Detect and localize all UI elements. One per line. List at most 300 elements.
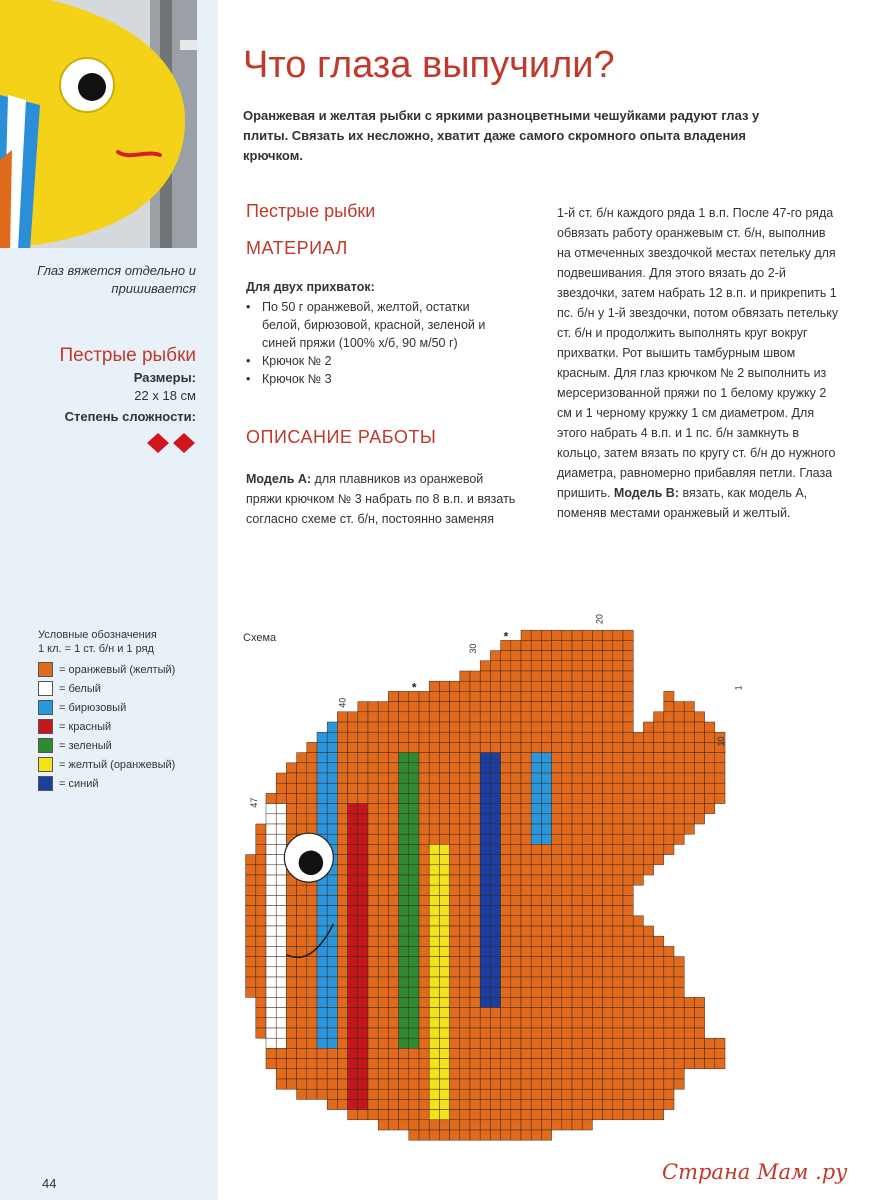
chart-cell	[623, 773, 633, 783]
chart-cell	[439, 814, 449, 824]
chart-cell	[429, 885, 439, 895]
chart-cell	[521, 763, 531, 773]
chart-cell	[552, 926, 562, 936]
chart-cell	[480, 753, 490, 763]
chart-cell	[592, 855, 602, 865]
chart-cell	[490, 987, 500, 997]
chart-cell	[388, 1110, 398, 1120]
chart-cell	[705, 773, 715, 783]
chart-cell	[307, 1079, 317, 1089]
chart-cell	[297, 1048, 307, 1058]
chart-cell	[572, 651, 582, 661]
chart-cell	[388, 783, 398, 793]
chart-cell	[337, 1028, 347, 1038]
chart-cell	[460, 1099, 470, 1109]
chart-cell	[450, 967, 460, 977]
chart-cell	[348, 1099, 358, 1109]
chart-cell	[429, 906, 439, 916]
chart-cell	[409, 855, 419, 865]
chart-cell	[470, 1038, 480, 1048]
watermark: Страна Мам .ру	[662, 1160, 848, 1184]
chart-cell	[705, 1038, 715, 1048]
chart-cell	[429, 712, 439, 722]
chart-cell	[429, 732, 439, 742]
chart-cell	[674, 834, 684, 844]
chart-cell	[276, 824, 286, 834]
chart-cell	[562, 926, 572, 936]
chart-cell	[623, 793, 633, 803]
chart-cell	[317, 1079, 327, 1089]
chart-cell	[664, 783, 674, 793]
chart-cell	[654, 824, 664, 834]
chart-cell	[266, 844, 276, 854]
chart-cell	[603, 946, 613, 956]
chart-cell	[348, 712, 358, 722]
chart-cell	[623, 957, 633, 967]
chart-cell	[613, 946, 623, 956]
chart-cell	[388, 1089, 398, 1099]
chart-cell	[572, 681, 582, 691]
chart-cell	[705, 793, 715, 803]
chart-cell	[603, 1008, 613, 1018]
chart-cell	[501, 1038, 511, 1048]
chart-cell	[654, 1059, 664, 1069]
chart-cell	[511, 844, 521, 854]
chart-cell	[490, 763, 500, 773]
chart-cell	[511, 906, 521, 916]
chart-cell	[460, 895, 470, 905]
chart-cell	[337, 926, 347, 936]
chart-cell	[582, 722, 592, 732]
chart-cell	[674, 1048, 684, 1058]
chart-cell	[552, 793, 562, 803]
chart-cell	[562, 712, 572, 722]
chart-cell	[317, 987, 327, 997]
chart-cell	[541, 702, 551, 712]
chart-cell	[643, 793, 653, 803]
chart-cell	[327, 885, 337, 895]
chart-cell	[674, 732, 684, 742]
chart-cell	[480, 732, 490, 742]
chart-cell	[592, 773, 602, 783]
chart-cell	[603, 651, 613, 661]
chart-cell	[511, 1048, 521, 1058]
chart-cell	[266, 916, 276, 926]
chart-cell	[286, 773, 296, 783]
chart-cell	[399, 824, 409, 834]
chart-cell	[388, 916, 398, 926]
chart-cell	[297, 1008, 307, 1018]
chart-cell	[501, 702, 511, 712]
chart-cell	[317, 916, 327, 926]
chart-cell	[388, 712, 398, 722]
chart-cell	[592, 895, 602, 905]
chart-cell	[582, 742, 592, 752]
chart-cell	[246, 906, 256, 916]
chart-cell	[419, 865, 429, 875]
chart-cell	[419, 1048, 429, 1058]
chart-cell	[480, 804, 490, 814]
chart-cell	[490, 997, 500, 1007]
chart-cell	[419, 946, 429, 956]
chart-cell	[613, 681, 623, 691]
chart-cell	[490, 834, 500, 844]
chart-cell	[409, 1059, 419, 1069]
chart-cell	[490, 967, 500, 977]
chart-cell	[511, 640, 521, 650]
chart-cell	[399, 977, 409, 987]
chart-cell	[317, 742, 327, 752]
row-tick-label: 30	[468, 643, 479, 654]
chart-cell	[388, 1038, 398, 1048]
chart-cell	[521, 630, 531, 640]
chart-cell	[552, 671, 562, 681]
chart-cell	[541, 844, 551, 854]
chart-cell	[266, 906, 276, 916]
chart-cell	[592, 681, 602, 691]
chart-cell	[684, 1048, 694, 1058]
chart-cell	[266, 824, 276, 834]
chart-cell	[552, 1089, 562, 1099]
chart-cell	[419, 1089, 429, 1099]
legend-label: = зеленый	[59, 739, 112, 752]
chart-cell	[490, 1008, 500, 1018]
chart-cell	[684, 793, 694, 803]
chart-cell	[480, 977, 490, 987]
chart-cell	[399, 946, 409, 956]
chart-cell	[480, 895, 490, 905]
chart-cell	[613, 1038, 623, 1048]
chart-cell	[337, 967, 347, 977]
chart-cell	[317, 895, 327, 905]
chart-cell	[307, 957, 317, 967]
chart-cell	[592, 742, 602, 752]
chart-cell	[297, 936, 307, 946]
chart-cell	[521, 906, 531, 916]
legend-label: = синий	[59, 777, 99, 790]
chart-cell	[419, 997, 429, 1007]
chart-cell	[286, 804, 296, 814]
chart-cell	[368, 753, 378, 763]
chart-cell	[419, 814, 429, 824]
chart-cell	[317, 977, 327, 987]
chart-cell	[450, 895, 460, 905]
chart-cell	[490, 722, 500, 732]
chart-cell	[439, 926, 449, 936]
chart-cell	[654, 844, 664, 854]
chart-cell	[480, 1099, 490, 1109]
chart-cell	[715, 773, 725, 783]
chart-cell	[501, 865, 511, 875]
chart-cell	[654, 987, 664, 997]
chart-cell	[592, 1069, 602, 1079]
chart-cell	[715, 1038, 725, 1048]
chart-cell	[562, 875, 572, 885]
chart-cell	[429, 783, 439, 793]
chart-cell	[501, 793, 511, 803]
chart-cell	[521, 691, 531, 701]
chart-cell	[541, 640, 551, 650]
chart-cell	[623, 1059, 633, 1069]
chart-cell	[439, 936, 449, 946]
chart-cell	[399, 926, 409, 936]
chart-cell	[541, 804, 551, 814]
chart-cell	[592, 1110, 602, 1120]
chart-cell	[460, 855, 470, 865]
chart-cell	[368, 946, 378, 956]
chart-cell	[613, 671, 623, 681]
chart-cell	[664, 977, 674, 987]
chart-cell	[705, 753, 715, 763]
chart-cell	[297, 1069, 307, 1079]
chart-cell	[511, 885, 521, 895]
chart-cell	[531, 630, 541, 640]
chart-cell	[592, 1059, 602, 1069]
chart-cell	[480, 1038, 490, 1048]
chart-cell	[552, 732, 562, 742]
chart-cell	[450, 957, 460, 967]
chart-cell	[348, 793, 358, 803]
chart-cell	[490, 885, 500, 895]
chart-cell	[552, 773, 562, 783]
chart-cell	[419, 742, 429, 752]
chart-cell	[419, 926, 429, 936]
chart-cell	[480, 1028, 490, 1038]
chart-cell	[409, 865, 419, 875]
chart-cell	[358, 967, 368, 977]
chart-cell	[399, 936, 409, 946]
chart-cell	[582, 997, 592, 1007]
chart-cell	[582, 1059, 592, 1069]
chart-cell	[317, 926, 327, 936]
star-marker: *	[411, 680, 417, 695]
chart-cell	[419, 977, 429, 987]
chart-cell	[511, 824, 521, 834]
chart-cell	[623, 926, 633, 936]
chart-cell	[450, 722, 460, 732]
chart-cell	[429, 1038, 439, 1048]
chart-cell	[592, 957, 602, 967]
chart-cell	[286, 885, 296, 895]
chart-cell	[521, 1079, 531, 1089]
chart-cell	[521, 702, 531, 712]
chart-cell	[348, 814, 358, 824]
chart-cell	[358, 763, 368, 773]
chart-cell	[654, 1018, 664, 1028]
chart-cell	[603, 773, 613, 783]
chart-cell	[470, 1089, 480, 1099]
chart-cell	[623, 763, 633, 773]
chart-cell	[317, 793, 327, 803]
chart-cell	[572, 865, 582, 875]
chart-cell	[470, 1120, 480, 1130]
chart-cell	[317, 1008, 327, 1018]
chart-cell	[531, 712, 541, 722]
chart-cell	[501, 722, 511, 732]
chart-cell	[603, 681, 613, 691]
chart-cell	[419, 967, 429, 977]
chart-cell	[562, 977, 572, 987]
chart-cell	[674, 722, 684, 732]
chart-cell	[552, 875, 562, 885]
chart-cell	[531, 793, 541, 803]
chart-cell	[317, 1069, 327, 1079]
chart-cell	[276, 793, 286, 803]
chart-cell	[378, 742, 388, 752]
chart-cell	[572, 763, 582, 773]
chart-cell	[613, 926, 623, 936]
chart-cell	[429, 1069, 439, 1079]
chart-cell	[552, 865, 562, 875]
chart-cell	[297, 814, 307, 824]
chart-cell	[511, 977, 521, 987]
chart-cell	[358, 824, 368, 834]
chart-cell	[358, 1089, 368, 1099]
chart-cell	[623, 865, 633, 875]
chart-cell	[378, 916, 388, 926]
chart-cell	[439, 1099, 449, 1109]
chart-cell	[694, 783, 704, 793]
chart-cell	[429, 773, 439, 783]
chart-cell	[470, 885, 480, 895]
chart-cell	[603, 691, 613, 701]
chart-cell	[582, 1120, 592, 1130]
chart-cell	[572, 977, 582, 987]
chart-cell	[521, 957, 531, 967]
chart-cell	[623, 661, 633, 671]
chart-cell	[582, 926, 592, 936]
chart-cell	[521, 1069, 531, 1079]
chart-cell	[317, 1018, 327, 1028]
chart-cell	[541, 987, 551, 997]
chart-cell	[317, 804, 327, 814]
chart-cell	[450, 855, 460, 865]
chart-cell	[603, 1018, 613, 1028]
chart-cell	[664, 1038, 674, 1048]
chart-cell	[592, 997, 602, 1007]
chart-cell	[511, 753, 521, 763]
chart-cell	[531, 987, 541, 997]
chart-cell	[368, 855, 378, 865]
chart-cell	[409, 967, 419, 977]
chart-cell	[337, 936, 347, 946]
chart-cell	[429, 875, 439, 885]
chart-cell	[643, 997, 653, 1007]
chart-cell	[470, 702, 480, 712]
chart-cell	[541, 855, 551, 865]
chart-cell	[439, 804, 449, 814]
chart-cell	[470, 824, 480, 834]
chart-cell	[337, 885, 347, 895]
chart-cell	[490, 712, 500, 722]
chart-cell	[276, 926, 286, 936]
chart-cell	[460, 691, 470, 701]
chart-cell	[327, 804, 337, 814]
chart-cell	[286, 895, 296, 905]
chart-cell	[613, 1018, 623, 1028]
chart-cell	[541, 1089, 551, 1099]
chart-cell	[337, 753, 347, 763]
chart-cell	[562, 763, 572, 773]
chart-cell	[348, 916, 358, 926]
chart-cell	[613, 1089, 623, 1099]
chart-cell	[297, 763, 307, 773]
chart-cell	[276, 987, 286, 997]
chart-cell	[531, 895, 541, 905]
chart-cell	[490, 773, 500, 783]
chart-cell	[388, 865, 398, 875]
chart-cell	[388, 732, 398, 742]
chart-cell	[592, 1028, 602, 1038]
chart-cell	[623, 722, 633, 732]
chart-cell	[582, 1008, 592, 1018]
chart-cell	[592, 885, 602, 895]
chart-cell	[266, 865, 276, 875]
chart-cell	[327, 732, 337, 742]
chart-cell	[327, 946, 337, 956]
chart-cell	[562, 824, 572, 834]
chart-cell	[511, 804, 521, 814]
chart-cell	[654, 1048, 664, 1058]
chart-cell	[378, 987, 388, 997]
chart-cell	[256, 1008, 266, 1018]
chart-cell	[613, 773, 623, 783]
chart-cell	[286, 1079, 296, 1089]
chart-cell	[562, 702, 572, 712]
chart-cell	[633, 946, 643, 956]
chart-cell	[613, 661, 623, 671]
chart-cell	[246, 855, 256, 865]
chart-cell	[623, 671, 633, 681]
chart-cell	[490, 1059, 500, 1069]
chart-cell	[603, 763, 613, 773]
chart-cell	[582, 753, 592, 763]
chart-cell	[439, 987, 449, 997]
chart-cell	[337, 1008, 347, 1018]
chart-cell	[470, 865, 480, 875]
chart-cell	[276, 1079, 286, 1089]
chart-cell	[388, 855, 398, 865]
chart-cell	[572, 1089, 582, 1099]
chart-cell	[388, 1028, 398, 1038]
chart-cell	[480, 691, 490, 701]
model-b-body: вязать, как модель А, поменяв местами оранжевый и желтый.	[557, 486, 808, 520]
chart-cell	[541, 1110, 551, 1120]
chart-cell	[439, 834, 449, 844]
chart-cell	[531, 875, 541, 885]
chart-cell	[246, 987, 256, 997]
chart-cell	[531, 926, 541, 936]
chart-cell	[592, 987, 602, 997]
chart-cell	[388, 753, 398, 763]
chart-cell	[450, 804, 460, 814]
chart-cell	[521, 671, 531, 681]
chart-cell	[623, 630, 633, 640]
chart-cell	[286, 824, 296, 834]
chart-cell	[490, 1069, 500, 1079]
chart-cell	[572, 824, 582, 834]
chart-cell	[501, 936, 511, 946]
chart-cell	[429, 1008, 439, 1018]
chart-cell	[572, 671, 582, 681]
chart-cell	[460, 753, 470, 763]
chart-cell	[541, 681, 551, 691]
chart-cell	[419, 1059, 429, 1069]
chart-cell	[501, 712, 511, 722]
chart-cell	[531, 1028, 541, 1038]
chart-cell	[541, 936, 551, 946]
chart-cell	[572, 814, 582, 824]
